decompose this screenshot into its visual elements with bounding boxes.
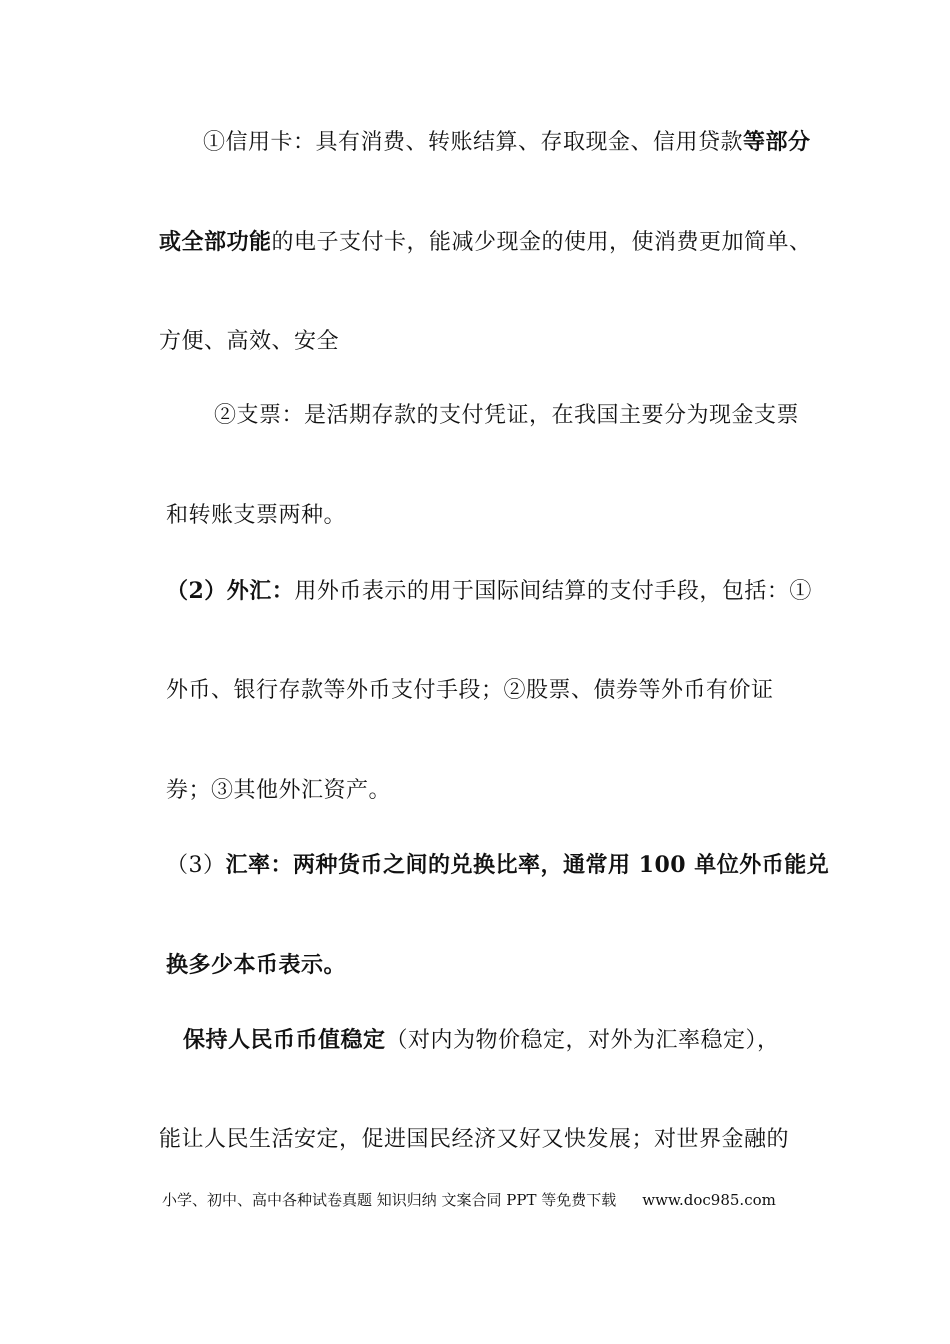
text-span: 和转账支票两种。	[166, 503, 347, 528]
text-span: 券；③其他外汇资产。	[166, 778, 392, 803]
text-span: 方便、高效、安全	[159, 329, 340, 354]
text-line-forex	[166, 576, 812, 607]
text-line-exchange-rate	[166, 850, 829, 881]
page-footer	[162, 1190, 776, 1210]
bold-text: 换多少本币表示。	[166, 952, 347, 978]
text-line-forex-cont	[166, 676, 774, 706]
text-span: （3）	[166, 853, 226, 878]
bold-text: 等部分	[743, 129, 811, 155]
text-span: 能让人民生活安定，促进国民经济又好又快发展；对世界金融的	[159, 1127, 790, 1152]
text-line-forex-end	[166, 776, 391, 806]
exchange-rate-definition: 汇率：两种货币之间的兑换比率，通常用 100 单位外币能兑	[225, 852, 830, 878]
text-line-rmb-stability	[183, 1025, 780, 1056]
forex-heading: （2）外汇：	[166, 578, 295, 604]
footer-text: 小学、初中、高中各种试卷真题 知识归纳 文案合同 PPT 等免费下载	[162, 1191, 617, 1209]
bold-text: 或全部功能	[159, 229, 272, 255]
text-span: 用外币表示的用于国际间结算的支付手段，包括：①	[294, 579, 812, 604]
text-span: 的电子支付卡，能减少现金的使用，使消费更加简单、	[271, 230, 812, 255]
text-line-credit-card-cont	[159, 227, 812, 258]
text-span: 外币、银行存款等外币支付手段；②股票、债券等外币有价证	[166, 678, 774, 703]
text-line-exchange-rate-cont	[166, 950, 346, 980]
text-span: （对内为物价稳定，对外为汇率稳定），	[385, 1028, 780, 1053]
footer-site: www.doc985.com	[642, 1191, 776, 1209]
bold-text: 保持人民币币值稳定	[183, 1027, 386, 1053]
text-line-credit-card-end	[159, 327, 339, 357]
check-definition: ②支票：是活期存款的支付凭证，在我国主要分为现金支票	[214, 403, 800, 428]
text-line-check	[214, 401, 799, 431]
credit-card-definition: ①信用卡：具有消费、转账结算、存取现金、信用贷款	[203, 130, 744, 155]
text-line-rmb-stability-cont	[159, 1125, 789, 1155]
text-line-credit-card	[203, 127, 811, 158]
text-line-check-cont	[166, 501, 346, 531]
